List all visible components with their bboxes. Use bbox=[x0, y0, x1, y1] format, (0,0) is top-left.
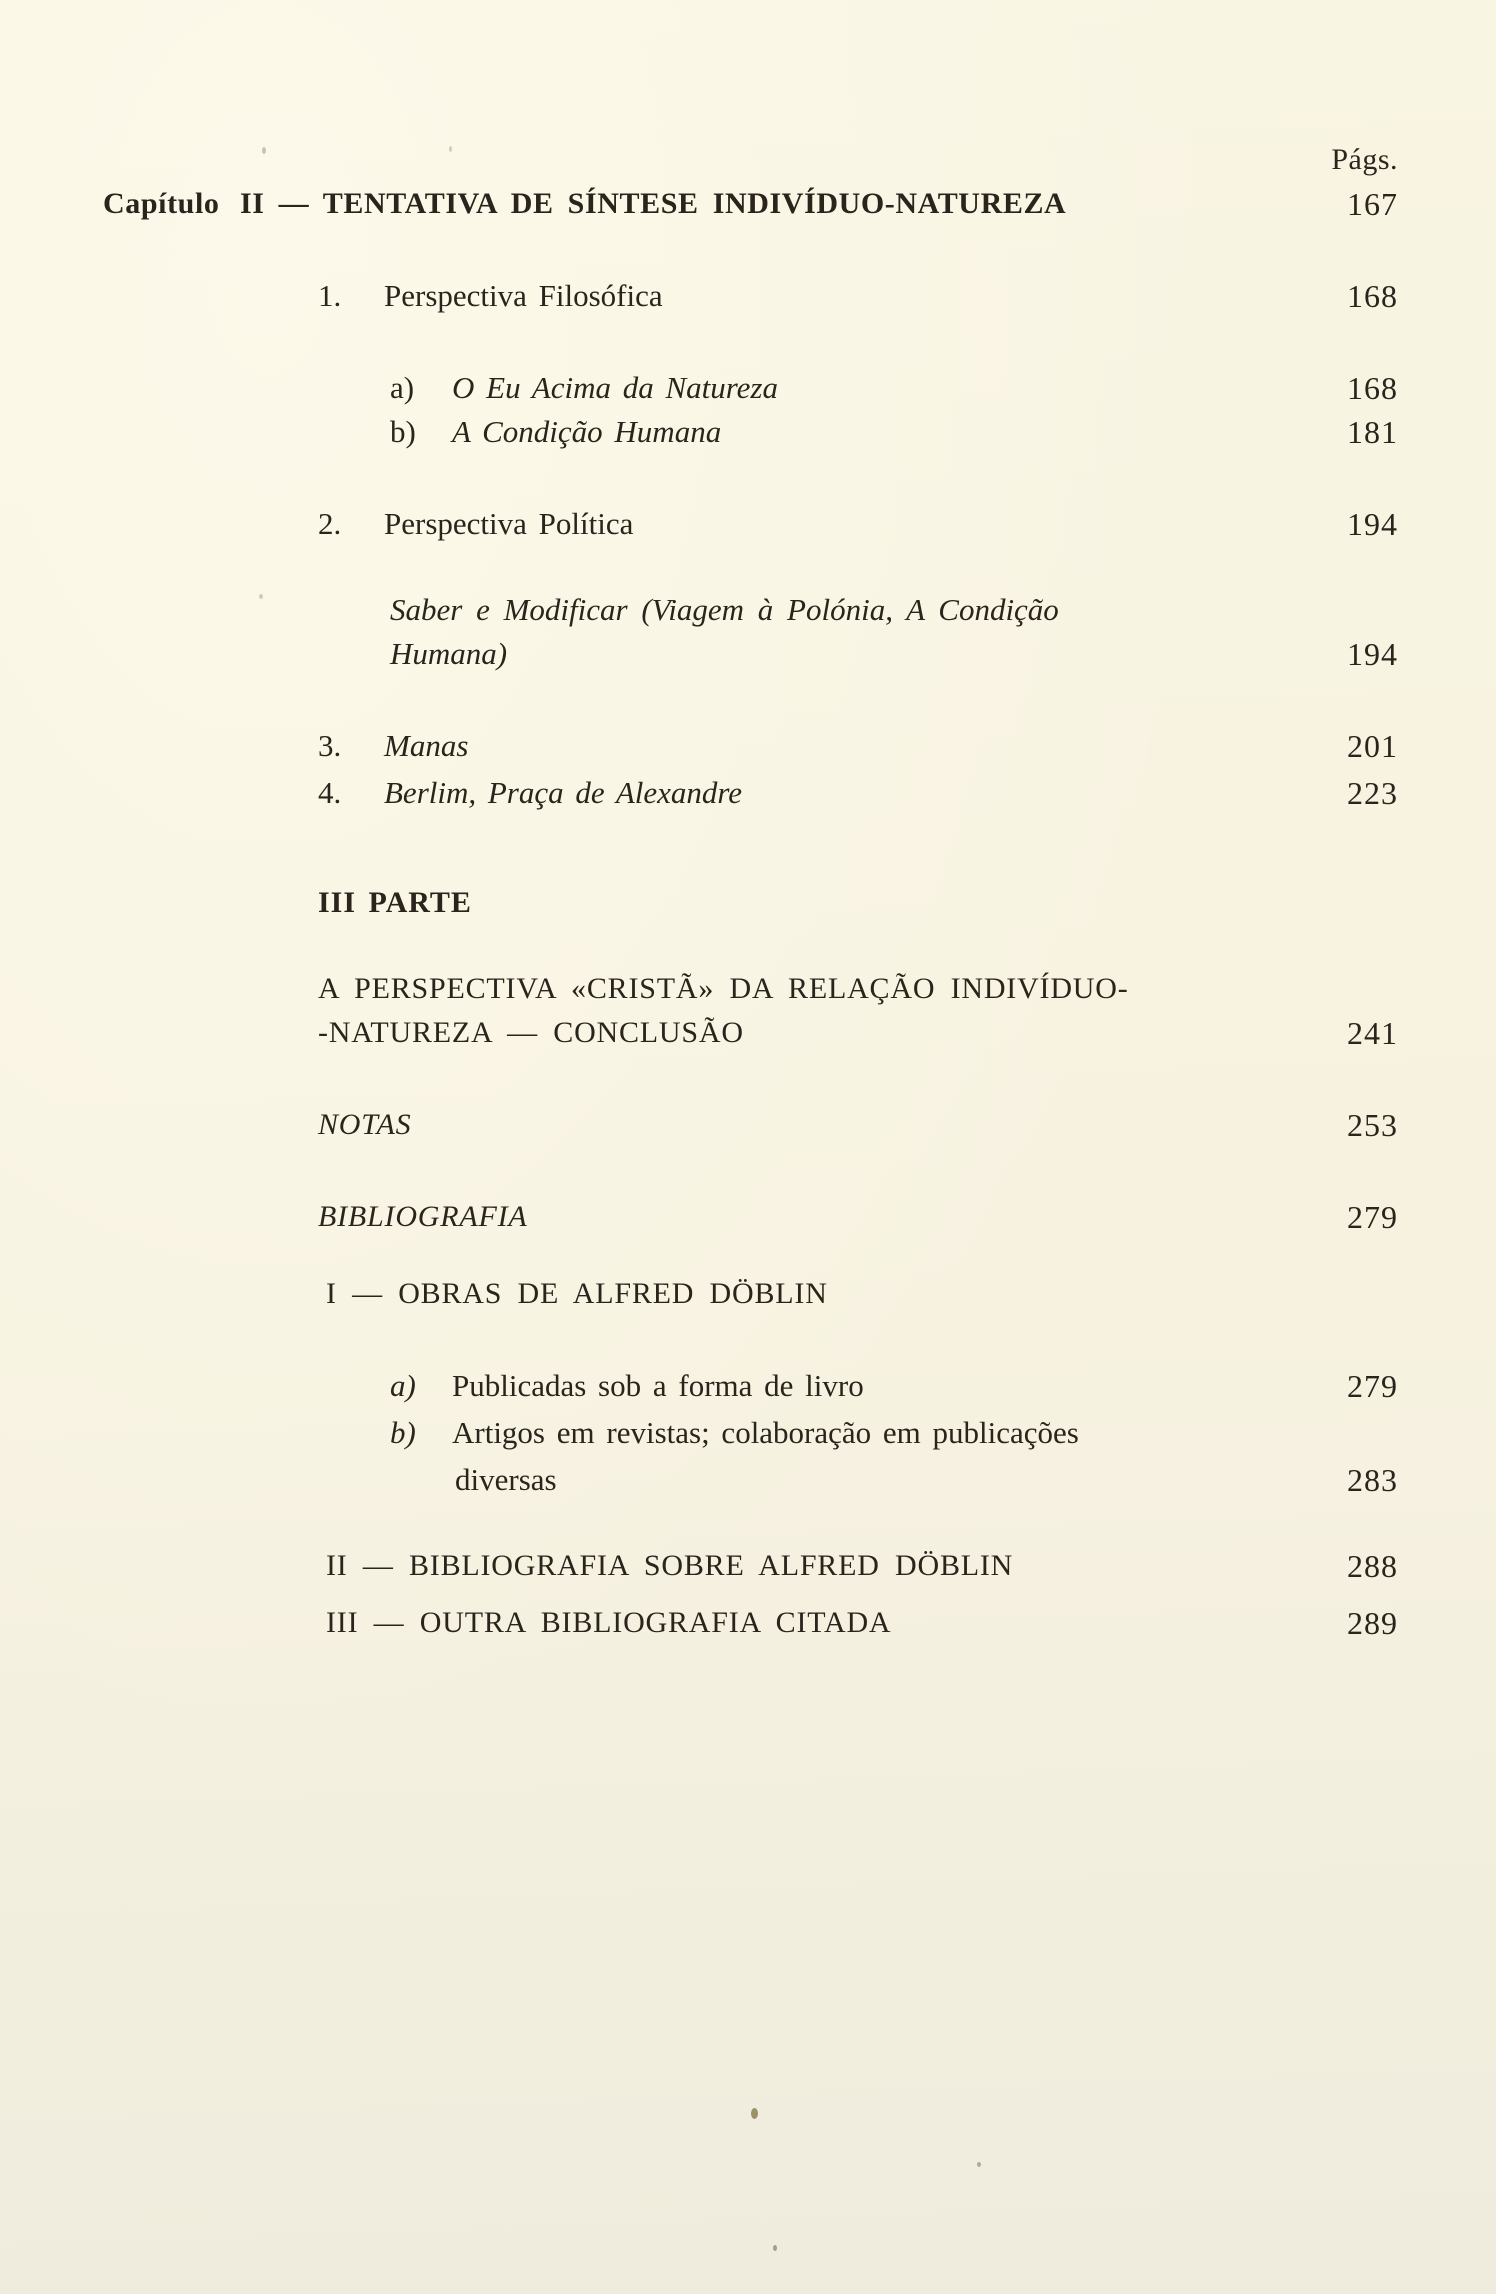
scan-speck bbox=[773, 2245, 777, 2251]
table-of-contents bbox=[0, 182, 1398, 1645]
page-column-header: Págs. bbox=[1331, 143, 1398, 176]
scan-speck bbox=[449, 146, 452, 152]
toc-biblio-item-b-artigos-line-2-part-0: diversas bbox=[455, 1462, 557, 1497]
toc-biblio-item-b-artigos-line-1 bbox=[0, 1411, 1398, 1455]
toc-biblio-iii-outra-bibliografia-citada-part-0: III — OUTRA BIBLIOGRAFIA CITADA bbox=[326, 1606, 892, 1639]
toc-subtitle-saber-e-modificar-line-1-part-0: Saber e Modificar (Viagem à Polónia, A Condição bbox=[390, 592, 1059, 627]
scan-speck bbox=[259, 594, 263, 599]
toc-item-b-a-condicao-humana-part-0: b) bbox=[390, 414, 416, 449]
toc-section-3-manas-part-1: Manas bbox=[384, 728, 469, 763]
toc-biblio-item-b-artigos-line-1-part-1: Artigos em revistas; colaboração em publicações bbox=[452, 1415, 1079, 1450]
page-number: 167 bbox=[1347, 186, 1398, 222]
scan-speck bbox=[751, 2108, 758, 2119]
page-number: 168 bbox=[1347, 278, 1398, 314]
toc-notas-part-0: NOTAS bbox=[318, 1108, 412, 1141]
toc-section-4-berlim-praca-de-alexandre-part-0: 4. bbox=[318, 775, 342, 810]
toc-section-1-perspectiva-filosofica-part-1: Perspectiva Filosófica bbox=[384, 278, 663, 313]
toc-biblio-item-a-publicadas-part-0: a) bbox=[390, 1368, 416, 1403]
toc-subtitle-saber-e-modificar-line-1 bbox=[0, 588, 1398, 632]
toc-conclusion-line-1-part-0: A PERSPECTIVA «CRISTÃ» DA RELAÇÃO INDIVÍDUO- bbox=[318, 972, 1129, 1005]
page-number: 279 bbox=[1347, 1199, 1398, 1235]
toc-section-1-perspectiva-filosofica-part-0: 1. bbox=[318, 278, 342, 313]
page-number: 168 bbox=[1347, 370, 1398, 406]
toc-subtitle-saber-e-modificar-line-2 bbox=[0, 632, 1398, 676]
toc-chapter-2-part-1: II — TENTATIVA DE SÍNTESE INDIVÍDUO-NATUREZA bbox=[240, 187, 1067, 220]
toc-part-heading-iii-parte-part-0: III PARTE bbox=[318, 886, 472, 919]
page-number: 289 bbox=[1347, 1605, 1398, 1641]
page-number: 194 bbox=[1347, 506, 1398, 542]
toc-biblio-ii-bibliografia-sobre-alfred-doblin bbox=[0, 1544, 1398, 1588]
page-number: 253 bbox=[1347, 1107, 1398, 1143]
toc-notas bbox=[0, 1103, 1398, 1147]
toc-section-4-berlim-praca-de-alexandre-part-1: Berlim, Praça de Alexandre bbox=[384, 775, 743, 810]
page-number: 223 bbox=[1347, 775, 1398, 811]
toc-item-a-o-eu-acima-da-natureza bbox=[0, 366, 1398, 410]
toc-item-a-o-eu-acima-da-natureza-part-0: a) bbox=[390, 370, 415, 405]
toc-part-heading-iii-parte bbox=[0, 881, 1398, 925]
toc-biblio-i-obras-de-alfred-doblin bbox=[0, 1272, 1398, 1316]
toc-section-3-manas-part-0: 3. bbox=[318, 728, 342, 763]
page-number: 181 bbox=[1347, 414, 1398, 450]
toc-item-b-a-condicao-humana bbox=[0, 410, 1398, 454]
toc-section-2-perspectiva-politica bbox=[0, 502, 1398, 546]
toc-conclusion-line-1 bbox=[0, 967, 1398, 1011]
toc-section-4-berlim-praca-de-alexandre bbox=[0, 771, 1398, 815]
page-number: 241 bbox=[1347, 1015, 1398, 1051]
scan-speck bbox=[977, 2162, 981, 2167]
toc-biblio-ii-bibliografia-sobre-alfred-doblin-part-0: II — BIBLIOGRAFIA SOBRE ALFRED DÖBLIN bbox=[326, 1549, 1014, 1582]
toc-item-b-a-condicao-humana-part-1: A Condição Humana bbox=[452, 414, 722, 449]
toc-biblio-item-a-publicadas-part-1: Publicadas sob a forma de livro bbox=[452, 1368, 864, 1403]
page-number: 279 bbox=[1347, 1368, 1398, 1404]
toc-biblio-item-a-publicadas bbox=[0, 1364, 1398, 1408]
toc-chapter-2 bbox=[0, 182, 1398, 226]
page-number: 194 bbox=[1347, 636, 1398, 672]
scan-speck bbox=[262, 147, 266, 154]
toc-subtitle-saber-e-modificar-line-2-part-0: Humana) bbox=[390, 636, 508, 671]
page-number: 201 bbox=[1347, 728, 1398, 764]
toc-bibliografia bbox=[0, 1195, 1398, 1239]
toc-section-2-perspectiva-politica-part-1: Perspectiva Política bbox=[384, 506, 634, 541]
toc-biblio-item-b-artigos-line-2 bbox=[0, 1458, 1398, 1502]
toc-bibliografia-part-0: BIBLIOGRAFIA bbox=[318, 1200, 528, 1233]
toc-biblio-i-obras-de-alfred-doblin-part-0: I — OBRAS DE ALFRED DÖBLIN bbox=[326, 1277, 828, 1310]
toc-section-2-perspectiva-politica-part-0: 2. bbox=[318, 506, 342, 541]
toc-biblio-iii-outra-bibliografia-citada bbox=[0, 1601, 1398, 1645]
page-number: 288 bbox=[1347, 1548, 1398, 1584]
toc-section-3-manas bbox=[0, 724, 1398, 768]
toc-item-a-o-eu-acima-da-natureza-part-1: O Eu Acima da Natureza bbox=[452, 370, 778, 405]
toc-section-1-perspectiva-filosofica bbox=[0, 274, 1398, 318]
page-number: 283 bbox=[1347, 1462, 1398, 1498]
toc-biblio-item-b-artigos-line-1-part-0: b) bbox=[390, 1415, 416, 1450]
toc-conclusion-line-2-part-0: -NATUREZA — CONCLUSÃO bbox=[318, 1016, 744, 1049]
toc-conclusion-line-2 bbox=[0, 1011, 1398, 1055]
toc-chapter-2-part-0: Capítulo bbox=[103, 187, 220, 220]
